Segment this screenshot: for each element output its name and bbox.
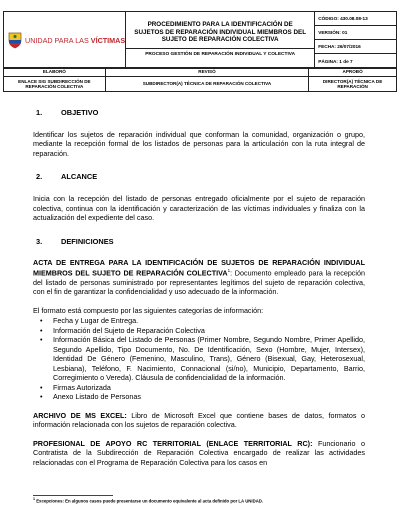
section-heading-definiciones: 3. DEFINICIONES	[36, 236, 114, 246]
format-list	[33, 316, 365, 402]
process-name: PROCESO GESTIÓN DE REPARACIÓN INDIVIDUAL Y COLECTIVA	[126, 48, 314, 61]
meta-cell	[315, 12, 397, 69]
logo-text: UNIDAD PARA LAS VÍCTIMAS	[25, 35, 126, 45]
footnote: $^1$ Excepciones: En algunos casos puede presentarse un documento equivalente al acta definido por LA UNIDAD.	[33, 497, 264, 504]
logo-cell	[4, 12, 126, 69]
objetivo-text: Identificar los sujetos de reparación individual que conforman la comunidad, organización o grupo, mediante la recepción formal de los listados de personas para la articulación con la ruta integral de reparación.	[33, 129, 365, 158]
code-field: CÓDIGO: 430.08.08-13	[315, 12, 396, 26]
document-body	[33, 94, 365, 467]
list-item: • Anexo Listado de Personas	[33, 392, 365, 402]
header-table	[3, 11, 397, 69]
unidad-victimas-logo	[4, 31, 125, 49]
section-heading-objetivo: 1. OBJETIVO	[36, 108, 99, 117]
list-item: • Fecha y Lugar de Entrega.	[33, 316, 365, 326]
definition-acta: ACTA DE ENTREGA PARA LA IDENTIFICACIÓN DE SUJETOS DE REPARACIÓN INDIVIDUAL MIEMBROS DEL SUJETO DE REPARACIÓN COLECTIVA$^1$: Documento empleado para la recepción del listado de personas suministrado por representantes legítimos del sujeto de reparación colectiva, con el fin de garantizar la confidencialidad y uso adecuado de la información.	[33, 258, 365, 297]
elaboro-value: ENLACE SIG SUBDIRECCIÓN DE REPARACIÓN COLECTIVA	[4, 77, 106, 92]
list-item: • Información Básica del Listado de Personas (Primer Nombre, Segundo Nombre, Primer Apellido, Segundo Apellido, Tipo Documento, No. De Identificación, Sexo (Hombre, Mujer, Intersex), Identidad De Género (Femenino, Masculino, Trans), Género (Bisexual, Gay, Heterosexual, Lesbiana), Teléfono, F. Nacimiento, Connacional (si/no), Municipio, Departamento, Barrio, Corregimiento o Vereda). Cláusula de confidencialidad de la información.	[33, 335, 365, 383]
reviso-label: REVISÓ	[105, 68, 308, 77]
list-item: • Firmas Autorizada	[33, 383, 365, 393]
aprobo-value: DIRECTOR(A) TÉCNICA DE REPARACIÓN	[309, 77, 397, 92]
signature-table	[3, 67, 397, 92]
definition-excel: ARCHIVO DE MS EXCEL: Libro de Microsoft Excel que contiene bases de datos, formatos o información relacionada con los sujetos de reparación colectiva.	[33, 410, 365, 430]
date-field: FECHA: 26/07/2016	[315, 40, 396, 54]
aprobo-label: APROBÓ	[309, 68, 397, 77]
elaboro-label: ELABORÓ	[4, 68, 106, 77]
footnote-rule	[33, 495, 113, 496]
definition-profesional: PROFESIONAL DE APOYO RC TERRITORIAL (ENLACE TERRITORIAL RC): Funcionario o Contratista de la Subdirección de Reparación Colectiva encargado de realizar las actividades relacionadas con el Programa de Reparación Colectiva para los casos en	[33, 438, 365, 467]
alcance-text: Inicia con la recepción del listado de personas entregado oficialmente por el sujeto de reparación colectiva, continua con la identificación y caracterización de las víctimas individuales y finaliza con la actualización del expediente del caso.	[33, 194, 365, 223]
reviso-value: SUBDIRECTOR(A) TÉCNICA DE REPARACIÓN COLECTIVA	[105, 77, 308, 92]
document-title: PROCEDIMIENTO PARA LA IDENTIFICACIÓN DE SUJETOS DE REPARACIÓN INDIVIDUAL MIEMBROS DEL SUJETO DE REPARACIÓN COLECTIVA	[134, 20, 307, 44]
version-field: VERSIÓN: 01	[315, 26, 396, 40]
title-cell	[126, 12, 315, 69]
format-intro: El formato está compuesto por las siguientes categorías de información:	[33, 305, 264, 315]
list-item: • Información del Sujeto de Reparación Colectiva	[33, 326, 365, 336]
page-number-field: PÁGINA: 1 de 7	[318, 58, 353, 64]
coat-of-arms-icon	[8, 31, 22, 49]
section-heading-alcance: 2. ALCANCE	[36, 172, 98, 182]
